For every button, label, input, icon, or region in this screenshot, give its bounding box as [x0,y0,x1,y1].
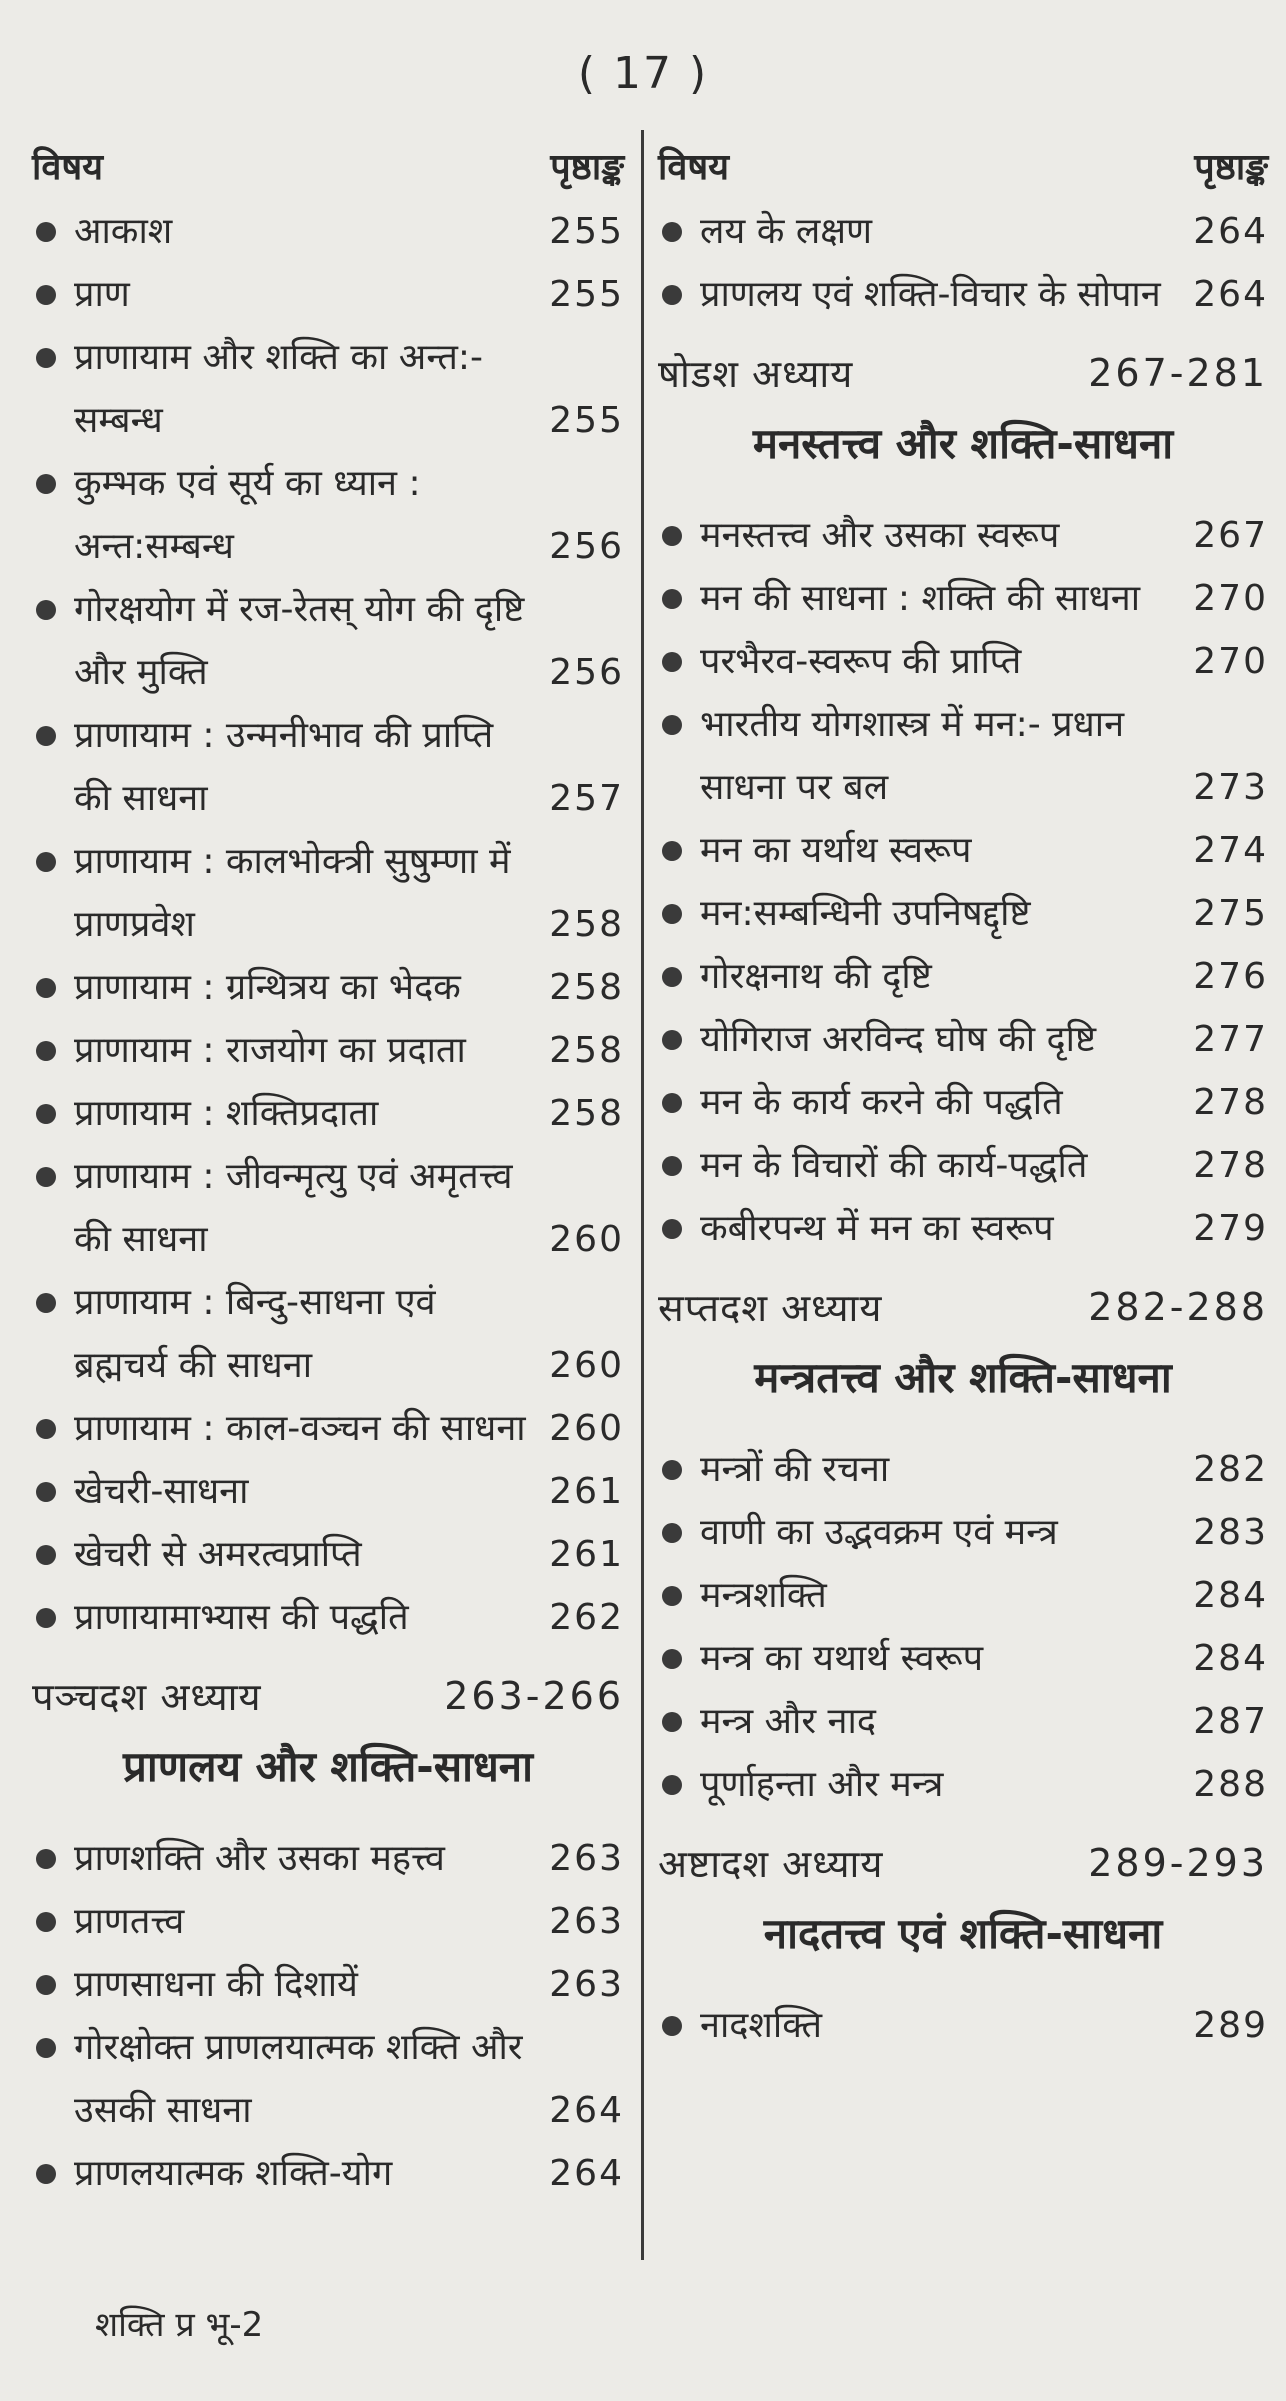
toc-entry [32,1460,624,1523]
entry-page-number: 263 [549,1964,624,2005]
toc-entry [32,1145,624,1271]
chapter-entry-list [658,1994,1268,2057]
entry-title: प्राणायामाभ्यास की पद्धति [74,1597,409,1638]
entry-page-number: 260 [549,1219,624,1260]
chapter-title: नादतत्त्व एवं शक्ति-साधना [763,1909,1163,1958]
bullet-icon [662,285,682,305]
toc-entry [32,2142,624,2205]
entry-title: मन:सम्बन्धिनी उपनिषद्दृष्टि [700,893,1031,934]
entry-title: प्राणसाधना की दिशायें [74,1964,358,2005]
bullet-icon [662,526,682,546]
bullet-icon [662,2016,682,2036]
entry-page-number: 284 [1193,1638,1268,1679]
toc-entry [658,263,1268,326]
chapter-name: अष्टादश अध्याय [658,1842,884,1886]
entry-page-number: 256 [549,526,624,567]
chapter-heading [658,340,1268,406]
bullet-icon [662,1030,682,1050]
entry-title: प्राणायाम : कालभोक्त्री सुषुम्णा में प्राणप्रवेश [74,841,511,945]
bullet-icon [36,1104,56,1124]
bullet-icon [662,222,682,242]
page-number: ( 17 ) [577,48,709,99]
bullet-icon [662,841,682,861]
entry-page-number: 264 [549,2090,624,2131]
bullet-icon [36,1482,56,1502]
toc-entry [32,1082,624,1145]
toc-entry [658,1627,1268,1690]
entry-title: मनस्तत्त्व और उसका स्वरूप [700,515,1060,556]
entry-page-number: 264 [549,2153,624,2194]
entry-page-number: 279 [1193,1208,1268,1249]
chapter-title: मनस्तत्त्व और शक्ति-साधना [752,419,1174,468]
bullet-icon [662,715,682,735]
entry-title: गोरक्षनाथ की दृष्टि [700,956,932,997]
bullet-icon [36,1975,56,1995]
toc-entry [32,1890,624,1953]
entry-page-number: 273 [1193,767,1268,808]
bullet-icon [36,1293,56,1313]
bullet-icon [662,1523,682,1543]
entry-title: प्राणायाम : उन्मनीभाव की प्राप्ति की साधना [74,715,494,819]
entry-title: प्राणलय एवं शक्ति-विचार के सोपान [700,274,1161,315]
toc-entry [32,1827,624,1890]
toc-entry [32,1523,624,1586]
entry-title: मन का यर्थाथ स्वरूप [700,830,972,871]
bullet-icon [36,222,56,242]
entry-page-number: 270 [1193,578,1268,619]
bullet-icon [662,652,682,672]
entry-title: प्राणायाम : राजयोग का प्रदाता [74,1030,466,1071]
bullet-icon [36,474,56,494]
entry-page-number: 260 [549,1345,624,1386]
entry-page-number: 258 [549,967,624,1008]
chapter-name: सप्तदश अध्याय [658,1286,883,1330]
toc-entry [32,956,624,1019]
bullet-icon [662,1649,682,1669]
entry-page-number: 258 [549,904,624,945]
entry-page-number: 277 [1193,1019,1268,1060]
entry-page-number: 288 [1193,1764,1268,1805]
chapter-title: प्राणलय और शक्ति-साधना [123,1742,533,1791]
entry-page-number: 276 [1193,956,1268,997]
toc-entry [32,2016,624,2142]
right-column-header [658,130,1268,200]
entry-title: परभैरव-स्वरूप की प्राप्ति [700,641,1022,682]
entry-title: मन्त्र और नाद [700,1701,876,1742]
toc-entry [658,945,1268,1008]
entry-page-number: 278 [1193,1082,1268,1123]
entry-title: प्राणायाम : जीवन्मृत्यु एवं अमृतत्त्व की साधना [74,1156,513,1260]
entry-title: आकाश [74,211,173,252]
entry-title: मन की साधना : शक्ति की साधना [700,578,1141,619]
bullet-icon [36,600,56,620]
toc-entry [658,630,1268,693]
bullet-icon [36,1167,56,1187]
toc-entry [658,1134,1268,1197]
bullet-icon [36,1545,56,1565]
entry-page-number: 264 [1193,274,1268,315]
bullet-icon [36,2038,56,2058]
bullet-icon [36,1912,56,1932]
left-column-header [32,130,624,200]
entry-page-number: 264 [1193,211,1268,252]
entry-title: प्राणायाम : बिन्दु-साधना एवं ब्रह्मचर्य की साधना [74,1282,436,1386]
toc-entry [658,1501,1268,1564]
entry-title: मन्त्रशक्ति [700,1575,827,1616]
chapter-entry-list [658,1438,1268,1816]
chapter-page-range: 282-288 [1088,1285,1268,1329]
bullet-icon [36,726,56,746]
chapter-page-range: 289-293 [1088,1841,1268,1885]
entry-title: मन के कार्य करने की पद्धति [700,1082,1063,1123]
entry-title: प्राणलयात्मक शक्ति-योग [74,2153,393,2194]
entry-page-number: 260 [549,1408,624,1449]
chapter-page-range: 267-281 [1088,351,1268,395]
chapter-heading [658,1274,1268,1340]
entry-page-number: 258 [549,1030,624,1071]
entry-title: नादशक्ति [700,2005,823,2046]
page-heading: पृष्ठाङ्क [550,146,624,188]
chapter-entry-list [32,1827,624,2205]
entry-page-number: 263 [549,1901,624,1942]
chapter-title: मन्त्रतत्त्व और शक्ति-साधना [754,1353,1172,1402]
bullet-icon [36,2164,56,2184]
toc-entry [32,200,624,263]
column-divider [641,130,644,2260]
entry-page-number: 255 [549,211,624,252]
entry-page-number: 282 [1193,1449,1268,1490]
toc-entry [658,1438,1268,1501]
bullet-icon [36,348,56,368]
entry-page-number: 261 [549,1534,624,1575]
toc-entry [658,1994,1268,2057]
subject-heading: विषय [32,146,104,188]
toc-entry [658,882,1268,945]
entry-title: भारतीय योगशास्त्र में मन:- प्रधान साधना पर बल [700,704,1125,808]
toc-entry [32,326,624,452]
entry-title: पूर्णाहन्ता और मन्त्र [700,1764,944,1805]
toc-entry [658,567,1268,630]
bullet-icon [662,967,682,987]
bullet-icon [36,285,56,305]
entry-title: वाणी का उद्भवक्रम एवं मन्त्र [700,1512,1058,1553]
entry-title: मन के विचारों की कार्य-पद्धति [700,1145,1088,1186]
entry-page-number: 278 [1193,1145,1268,1186]
right-entry-list [658,200,1268,326]
entry-title: मन्त्रों की रचना [700,1449,890,1490]
entry-page-number: 257 [549,778,624,819]
bullet-icon [36,1419,56,1439]
toc-entry [32,830,624,956]
entry-page-number: 258 [549,1093,624,1134]
entry-title: कुम्भक एवं सूर्य का ध्यान : अन्त:सम्बन्ध [74,463,421,567]
entry-title: प्राणायाम : शक्तिप्रदाता [74,1093,379,1134]
toc-entry [32,578,624,704]
chapter-name: षोडश अध्याय [658,352,854,396]
page-heading: पृष्ठाङ्क [1194,146,1268,188]
bullet-icon [662,1586,682,1606]
bullet-icon [662,1219,682,1239]
bullet-icon [662,904,682,924]
entry-title: योगिराज अरविन्द घोष की दृष्टि [700,1019,1096,1060]
bullet-icon [36,1849,56,1869]
entry-title: प्राणायाम : काल-वञ्चन की साधना [74,1408,526,1449]
chapter-heading [658,1830,1268,1896]
chapter-entry-list [658,504,1268,1260]
entry-page-number: 267 [1193,515,1268,556]
bullet-icon [662,589,682,609]
entry-page-number: 270 [1193,641,1268,682]
entry-title: प्राणतत्त्व [74,1901,185,1942]
entry-title: कबीरपन्थ में मन का स्वरूप [700,1208,1054,1249]
toc-entry [658,1071,1268,1134]
bullet-icon [662,1712,682,1732]
toc-entry [658,819,1268,882]
bullet-icon [662,1460,682,1480]
toc-entry [658,504,1268,567]
entry-title: प्राणायाम और शक्ति का अन्त:- सम्बन्ध [74,337,484,441]
toc-entry [32,452,624,578]
toc-entry [658,200,1268,263]
toc-entry [658,1753,1268,1816]
toc-entry [658,1564,1268,1627]
bullet-icon [36,1608,56,1628]
entry-title: प्राण [74,274,130,315]
entry-title: मन्त्र का यथार्थ स्वरूप [700,1638,984,1679]
entry-title: खेचरी-साधना [74,1471,249,1512]
entry-title: प्राणायाम : ग्रन्थित्रय का भेदक [74,967,461,1008]
chapter-name: पञ्चदश अध्याय [32,1675,262,1719]
left-column [32,130,624,2205]
entry-title: प्राणशक्ति और उसका महत्त्व [74,1838,445,1879]
toc-entry [32,263,624,326]
right-column [658,130,1268,2057]
bullet-icon [662,1093,682,1113]
footer-signature: शक्ति प्र भू-2 [95,2305,264,2345]
toc-entry [32,1019,624,1082]
entry-page-number: 261 [549,1471,624,1512]
toc-entry [658,1008,1268,1071]
entry-page-number: 283 [1193,1512,1268,1553]
entry-title: खेचरी से अमरत्वप्राप्ति [74,1534,362,1575]
right-chapter-list [658,340,1268,2057]
entry-page-number: 255 [549,400,624,441]
entry-title: गोरक्षयोग में रज-रेतस् योग की दृष्टि और मुक्ति [74,589,525,693]
toc-entry [32,1953,624,2016]
toc-entry [658,1197,1268,1260]
toc-entry [32,704,624,830]
entry-title: गोरक्षोक्त प्राणलयात्मक शक्ति और उसकी साधना [74,2027,523,2131]
toc-entry [32,1397,624,1460]
bullet-icon [36,852,56,872]
chapter-page-range: 263-266 [444,1674,624,1718]
toc-entry [32,1586,624,1649]
entry-page-number: 263 [549,1838,624,1879]
toc-entry [658,1690,1268,1753]
bullet-icon [36,1041,56,1061]
toc-entry [658,693,1268,819]
entry-title: लय के लक्षण [700,211,873,252]
entry-page-number: 255 [549,274,624,315]
entry-page-number: 274 [1193,830,1268,871]
toc-entry [32,1271,624,1397]
subject-heading: विषय [658,146,730,188]
entry-page-number: 275 [1193,893,1268,934]
bullet-icon [662,1775,682,1795]
entry-page-number: 262 [549,1597,624,1638]
entry-page-number: 256 [549,652,624,693]
bullet-icon [36,978,56,998]
left-entry-list [32,200,624,1649]
entry-page-number: 289 [1193,2005,1268,2046]
entry-page-number: 287 [1193,1701,1268,1742]
bullet-icon [662,1156,682,1176]
entry-page-number: 284 [1193,1575,1268,1616]
chapter-heading [32,1663,624,1729]
